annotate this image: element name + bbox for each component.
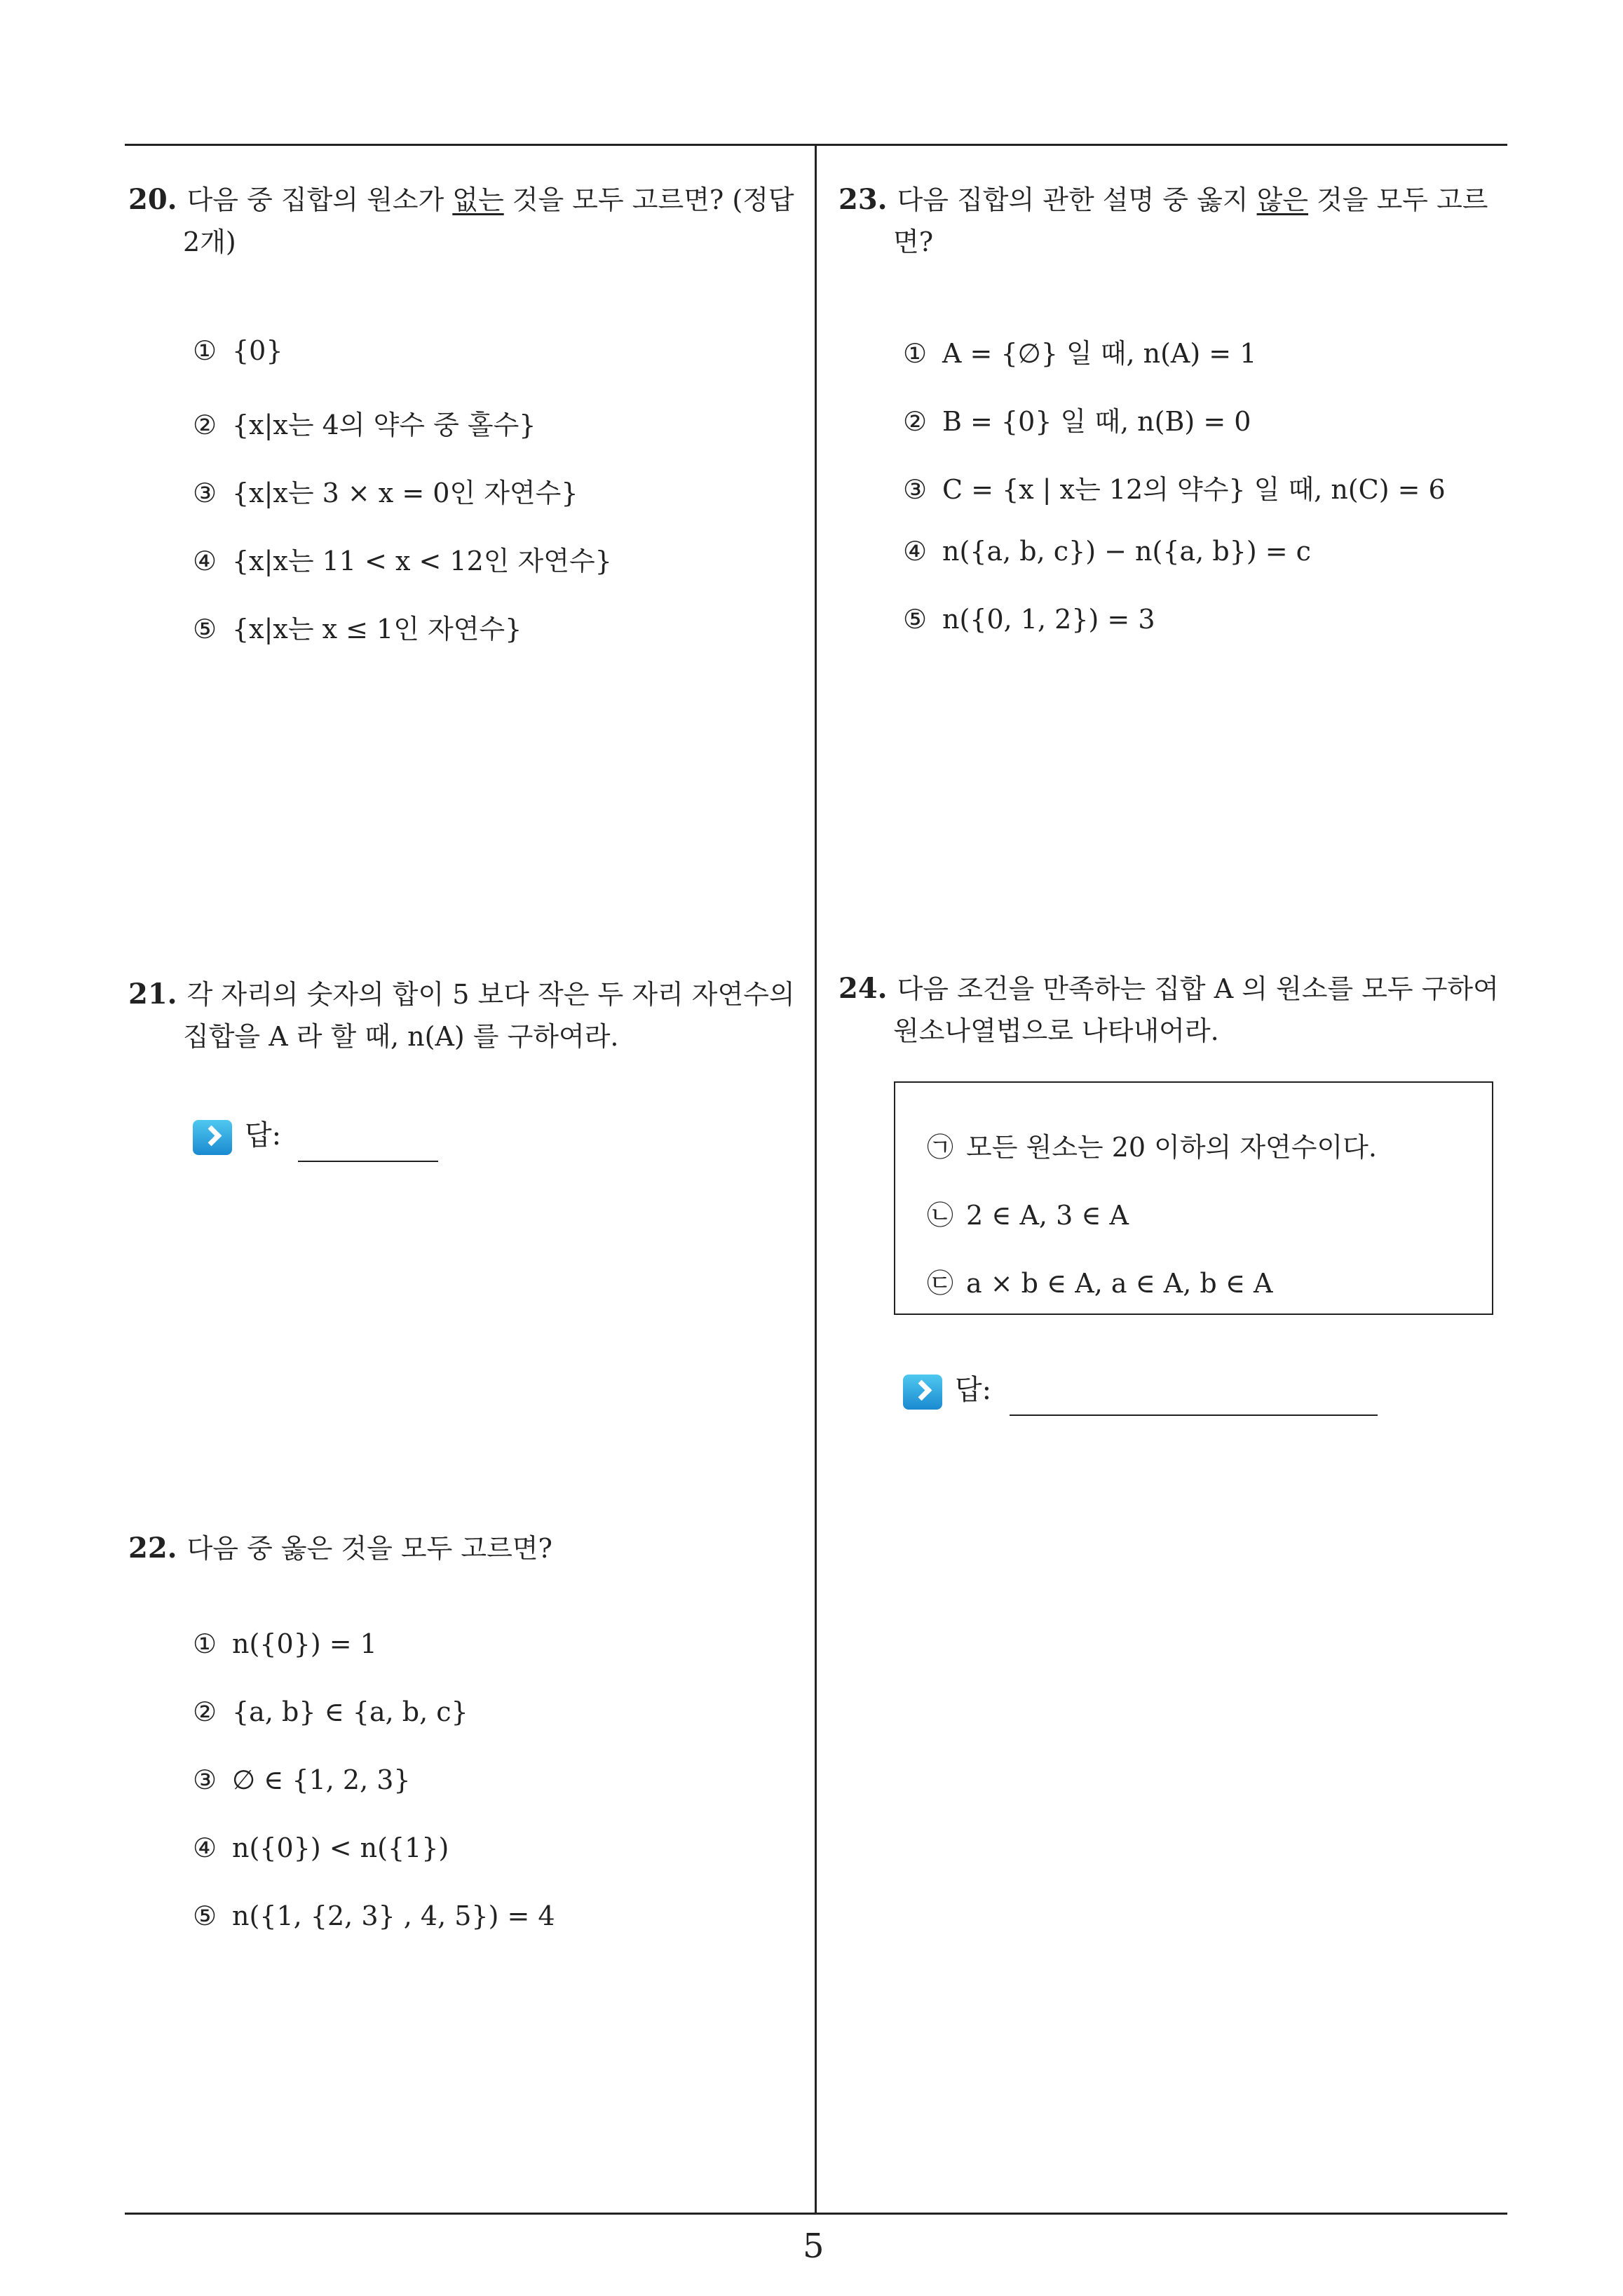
q20-choice-2[interactable]: ② {x|x는 4의 약수 중 홀수} [193, 410, 536, 440]
question-21-number: 21. [128, 978, 177, 1011]
arrow-right-icon [193, 1120, 232, 1155]
q23-choice-3[interactable]: ③ C = {x | x는 12의 약수} 일 때, n(C) = 6 [903, 474, 1446, 505]
condition-3: ㉢ a × b ∈ A, a ∈ A, b ∈ A [927, 1268, 1273, 1299]
question-22-number: 22. [128, 1532, 177, 1565]
q20-choice-1[interactable]: ① {0} [193, 335, 283, 366]
q22-choice-2[interactable]: ② {a, b} ∈ {a, b, c} [193, 1696, 468, 1727]
q23-choice-5[interactable]: ⑤ n({0, 1, 2}) = 3 [903, 604, 1155, 635]
question-22 [128, 1527, 801, 1569]
q20-choice-3[interactable]: ③ {x|x는 3 × x = 0인 자연수} [193, 478, 578, 508]
underlined-word: 없는 [452, 184, 504, 215]
question-21-line1: 21. 각 자리의 숫자의 합이 5 보다 작은 두 자리 자연수의 [128, 978, 795, 1011]
condition-2: ㉡ 2 ∈ A, 3 ∈ A [927, 1200, 1129, 1231]
q24-answer [903, 1368, 991, 1410]
q24-answer-blank[interactable] [1010, 1414, 1378, 1416]
bottom-rule [125, 2213, 1507, 2215]
question-21-line2: 집합을 A 라 할 때, n(A) 를 구하여라. [183, 1021, 619, 1052]
q23-choice-4[interactable]: ④ n({a, b, c}) − n({a, b}) = c [903, 536, 1311, 567]
question-21 [128, 973, 801, 1058]
q21-answer-blank[interactable] [298, 1161, 438, 1162]
underlined-word: 않은 [1256, 184, 1308, 215]
q22-choice-1[interactable]: ① n({0}) = 1 [193, 1628, 377, 1659]
question-20-line1: 20. 다음 중 집합의 원소가 없는 것을 모두 고르면? (정답 [128, 183, 794, 216]
q23-choice-1[interactable]: ① A = {∅} 일 때, n(A) = 1 [903, 338, 1257, 369]
answer-label: 답: [245, 1119, 282, 1152]
q20-choice-5[interactable]: ⑤ {x|x는 x ≤ 1인 자연수} [193, 614, 522, 644]
q20-choice-4[interactable]: ④ {x|x는 11 < x < 12인 자연수} [193, 546, 612, 576]
page-number: 5 [803, 2227, 824, 2266]
q21-answer [193, 1113, 281, 1155]
arrow-right-icon [903, 1375, 942, 1410]
answer-label: 답: [955, 1374, 992, 1406]
q22-choice-5[interactable]: ⑤ n({1, {2, 3} , 4, 5}) = 4 [193, 1900, 555, 1931]
question-23-number: 23. [838, 183, 888, 216]
question-22-line1: 22. 다음 중 옳은 것을 모두 고르면? [128, 1532, 552, 1565]
column-divider [815, 144, 817, 2214]
q23-choice-2[interactable]: ② B = {0} 일 때, n(B) = 0 [903, 406, 1251, 437]
question-20-line2: 2개) [183, 227, 236, 257]
question-23-line2: 면? [893, 227, 934, 257]
question-24-line2: 원소나열법으로 나타내어라. [893, 1015, 1219, 1046]
question-24 [838, 968, 1512, 1052]
q22-choice-4[interactable]: ④ n({0}) < n({1}) [193, 1832, 449, 1863]
question-23-line1: 23. 다음 집합의 관한 설명 중 옳지 않은 것을 모두 고르 [838, 183, 1488, 216]
question-24-line1: 24. 다음 조건을 만족하는 집합 A 의 원소를 모두 구하여 [838, 972, 1499, 1005]
condition-1: ㉠ 모든 원소는 20 이하의 자연수이다. [927, 1132, 1377, 1163]
q22-choice-3[interactable]: ③ ∅ ∈ {1, 2, 3} [193, 1764, 411, 1795]
question-20 [128, 179, 801, 263]
question-23 [838, 179, 1512, 263]
question-20-number: 20. [128, 183, 177, 216]
question-24-number: 24. [838, 972, 888, 1005]
